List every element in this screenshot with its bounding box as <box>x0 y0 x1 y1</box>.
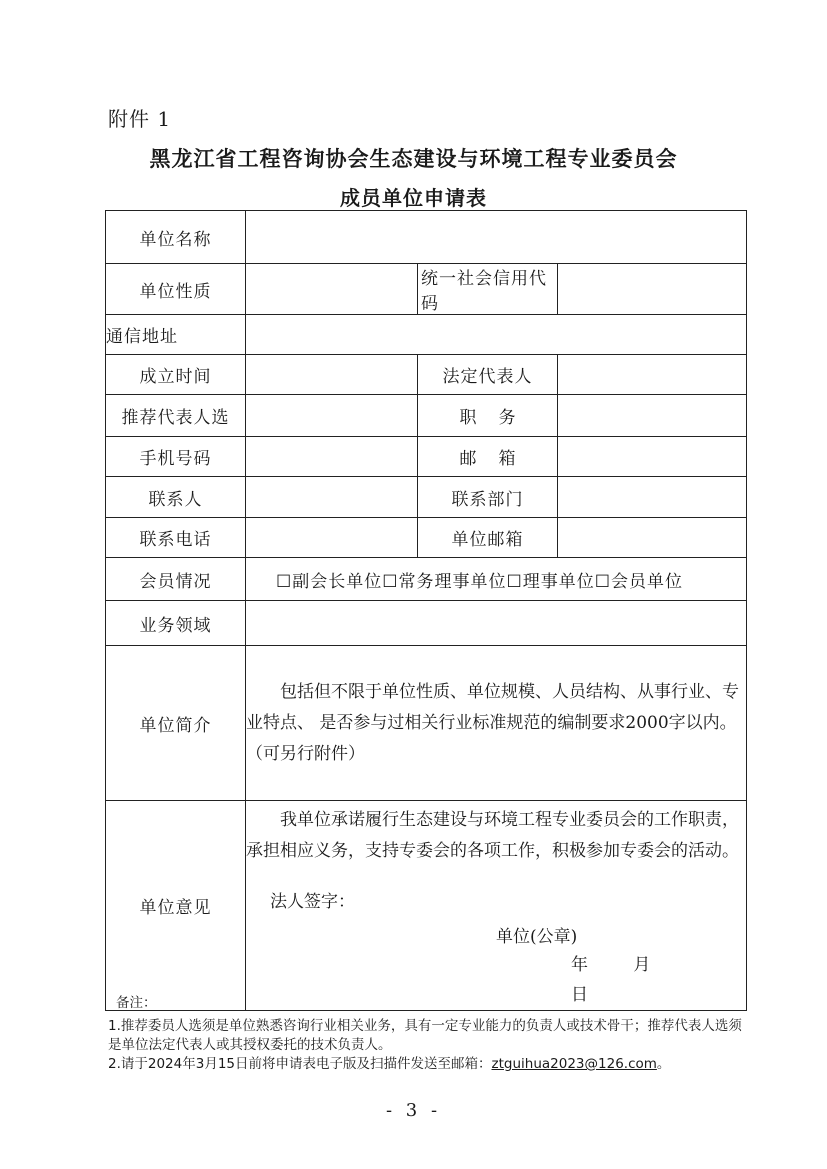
field-profile[interactable] <box>246 646 747 801</box>
date-month: 月 <box>633 955 651 975</box>
label-contact-phone: 联系电话 <box>106 518 246 558</box>
contact-email-link[interactable]: ztguihua2023@126.com <box>491 1056 657 1072</box>
field-opinion[interactable] <box>246 801 747 1011</box>
signature-label: 法人签字： <box>270 892 355 912</box>
note-2-text: 2.请于2024年3月15日前将申请表电子版及扫描件发送至邮箱： <box>108 1056 492 1072</box>
field-credit-code[interactable] <box>558 264 747 315</box>
row-business-field <box>106 601 747 646</box>
notes-section <box>108 994 748 1074</box>
field-business-field[interactable] <box>246 601 747 646</box>
label-mobile: 手机号码 <box>106 437 246 477</box>
date-day: 日 <box>571 985 588 1005</box>
label-nominee: 推荐代表人选 <box>106 395 246 437</box>
row-contact <box>106 477 747 518</box>
attachment-label: 附件 1 <box>108 107 172 131</box>
opinion-text: 我单位承诺履行生态建设与环境工程专业委员会的工作职责，承担相应义务，支持专委会的各项工作，积极参加专委会的活动。 <box>246 810 739 861</box>
label-contact: 联系人 <box>106 477 246 518</box>
note-2-suffix: 。 <box>656 1056 671 1072</box>
label-unit-name: 单位名称 <box>106 211 246 264</box>
field-address[interactable] <box>246 315 747 355</box>
label-email: 邮箱 <box>459 449 538 469</box>
application-form-table <box>105 210 747 1011</box>
field-unit-name[interactable] <box>246 211 747 264</box>
document-title: 黑龙江省工程咨询协会生态建设与环境工程专业委员会 <box>149 147 678 171</box>
label-unit-nature: 单位性质 <box>106 264 246 315</box>
label-business-field: 业务领域 <box>106 601 246 646</box>
row-nominee <box>106 395 747 437</box>
row-address <box>106 315 747 355</box>
row-unit-name <box>106 211 747 264</box>
row-membership <box>106 558 747 601</box>
label-contact-dept: 联系部门 <box>418 477 558 518</box>
membership-options[interactable]: ☐副会长单位☐常务理事单位☐理事单位☐会员单位 <box>246 558 747 601</box>
field-founded[interactable] <box>246 355 418 395</box>
date-year: 年 <box>571 955 588 975</box>
row-opinion <box>106 801 747 1011</box>
row-contact-phone <box>106 518 747 558</box>
page-number: - 3 - <box>385 1100 442 1121</box>
row-unit-nature <box>106 264 747 315</box>
field-contact[interactable] <box>246 477 418 518</box>
row-profile <box>106 646 747 801</box>
note-1: 1.推荐委员人选须是单位熟悉咨询行业相关业务，具有一定专业能力的负责人或技术骨干；推荐代表人选须是单位法定代表人或其授权委托的技术负责人。 <box>108 1018 742 1053</box>
field-contact-dept[interactable] <box>558 477 747 518</box>
label-opinion: 单位意见 <box>106 801 246 1011</box>
field-legal-rep[interactable] <box>558 355 747 395</box>
field-position[interactable] <box>558 395 747 437</box>
label-position: 职务 <box>459 408 538 428</box>
label-membership: 会员情况 <box>106 558 246 601</box>
profile-hint-text: 包括但不限于单位性质、单位规模、人员结构、从事行业、专业特点、 是否参与过相关行业标准规范的编制要求2000字以内。（可另行附件） <box>246 681 739 764</box>
field-unit-nature[interactable] <box>246 264 418 315</box>
note-2 <box>108 1055 748 1074</box>
field-nominee[interactable] <box>246 395 418 437</box>
label-profile: 单位简介 <box>106 646 246 801</box>
field-contact-phone[interactable] <box>246 518 418 558</box>
label-legal-rep: 法定代表人 <box>418 355 558 395</box>
label-founded: 成立时间 <box>106 355 246 395</box>
row-founded <box>106 355 747 395</box>
field-unit-email[interactable] <box>558 518 747 558</box>
field-mobile[interactable] <box>246 437 418 477</box>
label-credit-code: 统一社会信用代码 <box>418 264 558 315</box>
document-subtitle: 成员单位申请表 <box>340 186 487 210</box>
row-mobile <box>106 437 747 477</box>
notes-heading: 备注： <box>116 995 157 1011</box>
label-address: 通信地址 <box>106 315 246 355</box>
field-email[interactable] <box>558 437 747 477</box>
label-unit-email: 单位邮箱 <box>418 518 558 558</box>
unit-seal-label: 单位(公章) <box>496 927 578 947</box>
